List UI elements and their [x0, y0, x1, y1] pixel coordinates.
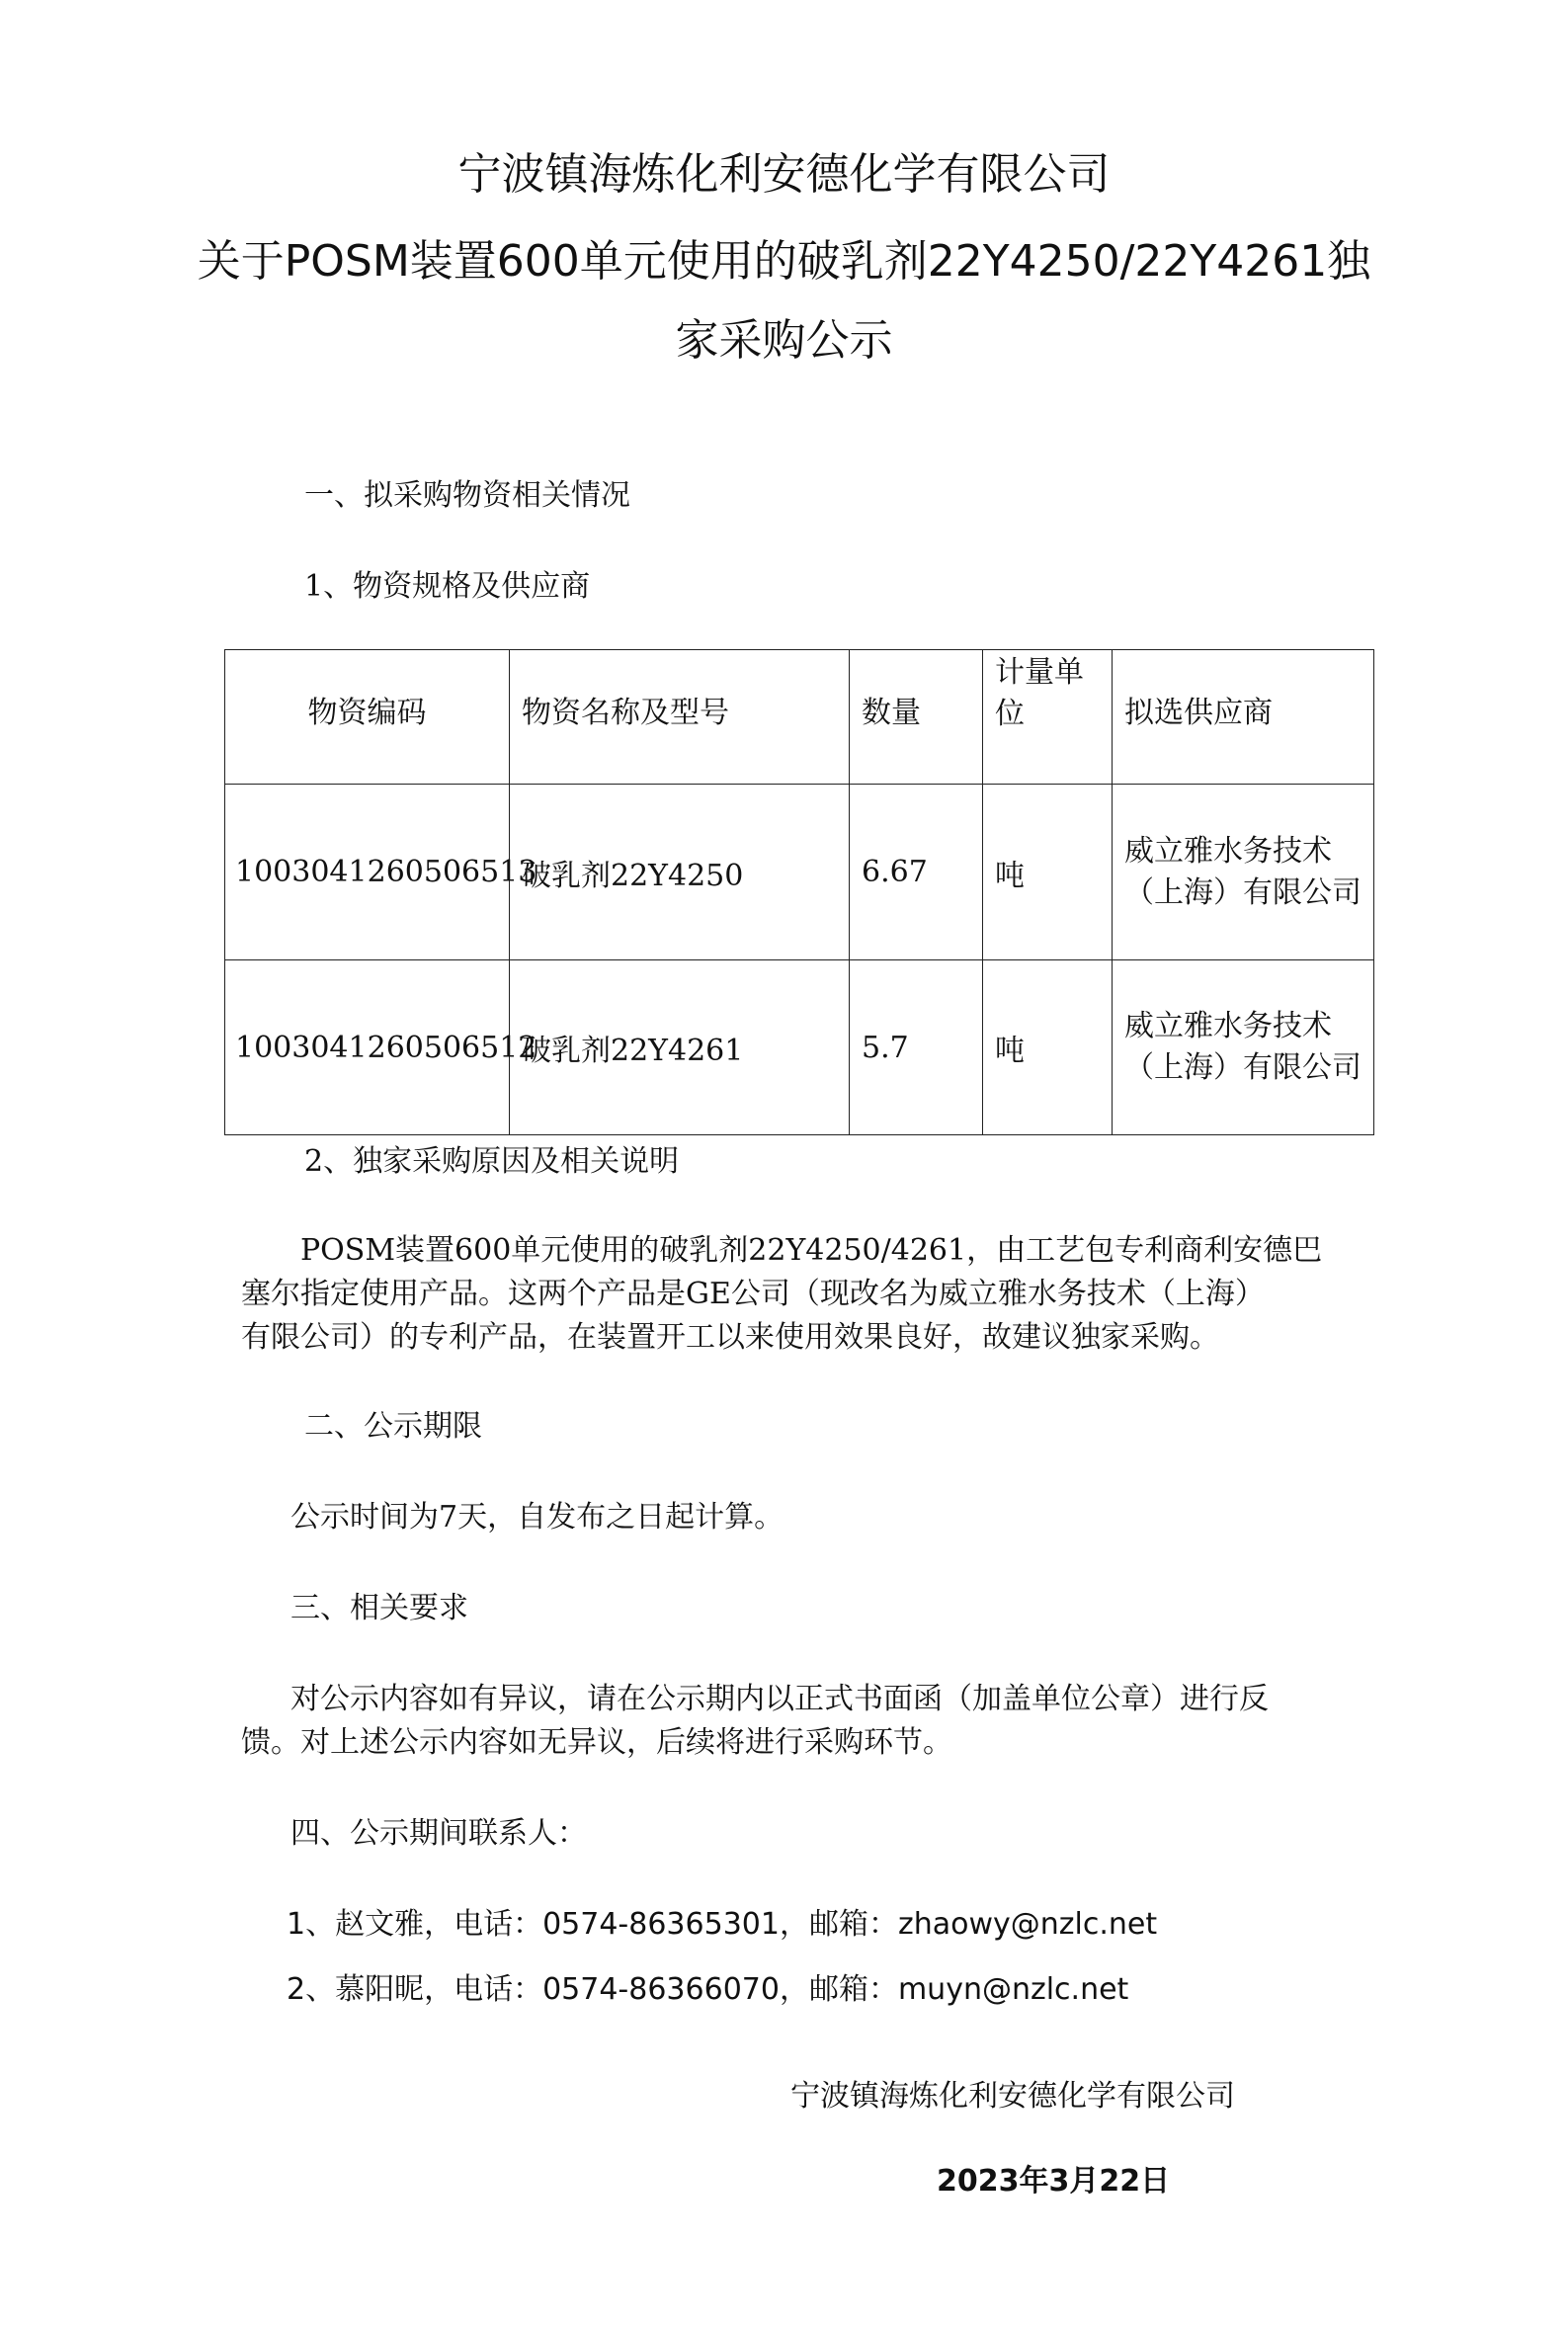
header-supplier: 拟选供应商 [1113, 650, 1374, 785]
cell-material-name: 破乳剂22Y4250 [510, 785, 850, 960]
document-title-line-2: 关于POSM装置600单元使用的破乳剂22Y4250/22Y4261独 [197, 236, 1371, 287]
table-row [225, 785, 1374, 960]
explanation-line-2: 塞尔指定使用产品。这两个产品是GE公司（现改名为威立雅水务技术（上海） [241, 1277, 1265, 1311]
section-2-text: 公示时间为7天，自发布之日起计算。 [290, 1500, 784, 1535]
section-1-subheading-1: 1、物资规格及供应商 [304, 569, 591, 604]
cell-quantity: 6.67 [850, 785, 983, 960]
cell-material-code: 1003041260506513 [225, 785, 510, 960]
header-unit: 计量单位 [983, 650, 1113, 785]
document-title-line-1: 宁波镇海炼化利安德化学有限公司 [457, 149, 1111, 200]
contact-2: 2、慕阳昵，电话：0574-86366070，邮箱：muyn@nzlc.net [287, 1972, 1129, 2007]
materials-table [224, 649, 1374, 1135]
document-title-line-3: 家采购公示 [675, 315, 893, 366]
header-quantity: 数量 [850, 650, 983, 785]
explanation-line-1: POSM装置600单元使用的破乳剂22Y4250/4261，由工艺包专利商利安德巴 [300, 1233, 1323, 1268]
section-2-heading: 二、公示期限 [304, 1409, 482, 1444]
cell-material-name: 破乳剂22Y4261 [510, 960, 850, 1135]
cell-supplier: 威立雅水务技术（上海）有限公司 [1113, 960, 1374, 1135]
section-4-heading: 四、公示期间联系人： [290, 1816, 587, 1851]
section-1-subheading-2: 2、独家采购原因及相关说明 [304, 1144, 680, 1179]
cell-material-code: 1003041260506512 [225, 960, 510, 1135]
table-row [225, 960, 1374, 1135]
section-3-heading: 三、相关要求 [290, 1591, 468, 1625]
cell-quantity: 5.7 [850, 960, 983, 1135]
cell-unit: 吨 [983, 785, 1113, 960]
cell-supplier: 威立雅水务技术（上海）有限公司 [1113, 785, 1374, 960]
header-material-name: 物资名称及型号 [510, 650, 850, 785]
header-material-code: 物资编码 [225, 650, 510, 785]
cell-unit: 吨 [983, 960, 1113, 1135]
signature-company: 宁波镇海炼化利安德化学有限公司 [790, 2079, 1235, 2114]
section-1-heading: 一、拟采购物资相关情况 [304, 478, 630, 513]
explanation-line-3: 有限公司）的专利产品，在装置开工以来使用效果良好，故建议独家采购。 [241, 1320, 1219, 1355]
contact-1: 1、赵文雅，电话：0574-86365301，邮箱：zhaowy@nzlc.net [287, 1907, 1158, 1942]
signature-date: 2023年3月22日 [937, 2164, 1171, 2199]
table-header-row [225, 650, 1374, 785]
requirements-line-1: 对公示内容如有异议，请在公示期内以正式书面函（加盖单位公章）进行反 [290, 1682, 1269, 1716]
requirements-line-2: 馈。对上述公示内容如无异议，后续将进行采购环节。 [241, 1725, 952, 1760]
